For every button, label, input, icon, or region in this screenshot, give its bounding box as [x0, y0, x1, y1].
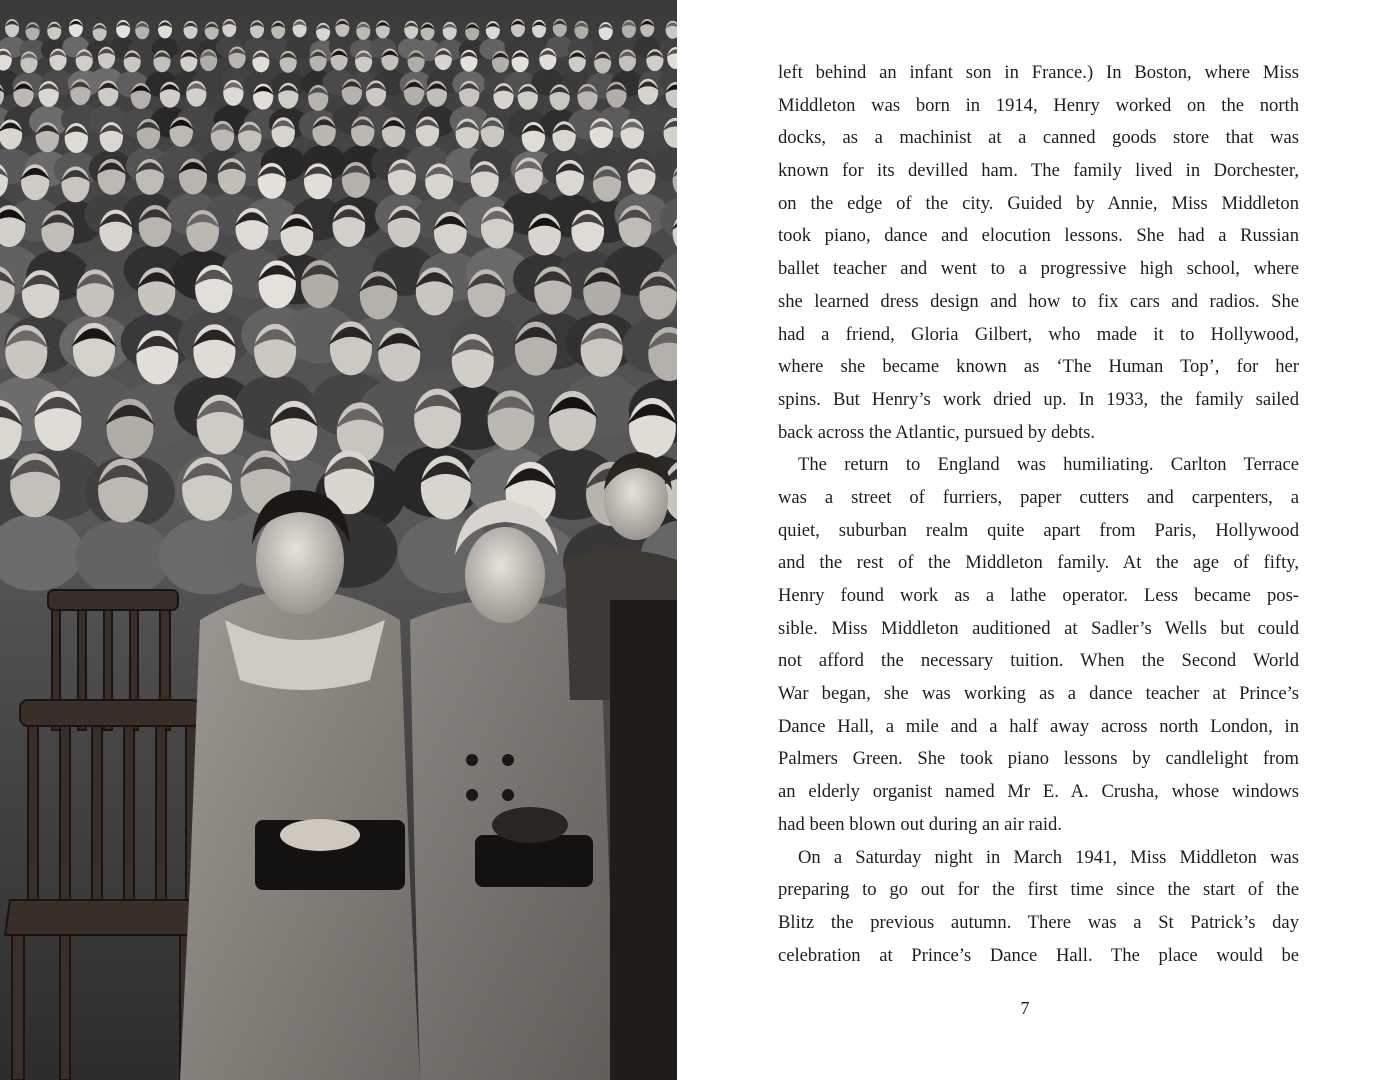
text-line: and the rest of the Middleton family. At the age of fifty,	[778, 552, 1299, 574]
text-page	[677, 0, 1373, 1080]
text-line: left behind an infant son in France.) In Boston, where Miss	[778, 62, 1299, 83]
text-line: docks, as a machinist at a canned goods store that was	[778, 127, 1299, 149]
audience-member-body	[75, 519, 171, 596]
text-line: quiet, suburban realm quite apart from Paris, Hollywood	[778, 519, 1299, 541]
text-line: back across the Atlantic, pursued by debts.	[778, 421, 1096, 443]
text-line: on the edge of the city. Guided by Annie, Miss Middleton	[778, 192, 1299, 214]
text-line: sible. Miss Middleton auditioned at Sadler’s Wells but could	[778, 617, 1299, 639]
text-line: where she became known as ‘The Human Top’, for her	[778, 356, 1299, 378]
text-line: celebration at Prince’s Dance Hall. The place would be	[778, 944, 1299, 966]
text-line: took piano, dance and elocution lessons. She had a Russian	[778, 225, 1299, 247]
text-line: known for its devilled ham. The family lived in Dorchester,	[778, 160, 1299, 182]
paragraph	[778, 57, 1299, 449]
photo-drawing	[0, 0, 677, 1080]
text-line: The return to England was humiliating. Carlton Terrace	[798, 454, 1299, 476]
paragraph	[778, 842, 1299, 973]
text-line: was a street of furriers, paper cutters and carpenters, a	[778, 486, 1299, 508]
text-line: spins. But Henry’s work dried up. In 1933, the family sailed	[778, 388, 1299, 410]
text-column	[778, 57, 1299, 972]
text-line: Dance Hall, a mile and a half away across north London, in	[778, 715, 1299, 737]
text-line: had a friend, Gloria Gilbert, who made it to Hollywood,	[778, 323, 1299, 345]
text-line: Blitz the previous autumn. There was a St Patrick’s day	[778, 911, 1299, 933]
paragraph	[778, 449, 1299, 841]
text-line: War began, she was working as a dance teacher at Prince’s	[778, 683, 1299, 705]
text-line: she learned dress design and how to fix cars and radios. She	[778, 290, 1299, 312]
text-line: Palmers Green. She took piano lessons by candlelight from	[778, 748, 1299, 770]
text-line: had been blown out during an air raid.	[778, 813, 1062, 835]
text-line: Henry found work as a lathe operator. Less became pos-	[778, 585, 1299, 606]
page-number: 7	[1020, 998, 1030, 1018]
text-line: On a Saturday night in March 1941, Miss Middleton was	[798, 846, 1299, 868]
text-line: not afford the necessary tuition. When the Second World	[778, 650, 1299, 672]
text-line: preparing to go out for the first time since the start of the	[778, 879, 1299, 901]
audience-photograph	[0, 0, 677, 1080]
text-line: ballet teacher and went to a progressive high school, where	[778, 258, 1299, 280]
text-line: an elderly organist named Mr E. A. Crusha, whose windows	[778, 781, 1299, 803]
text-line: Middleton was born in 1914, Henry worked on the north	[778, 94, 1299, 116]
